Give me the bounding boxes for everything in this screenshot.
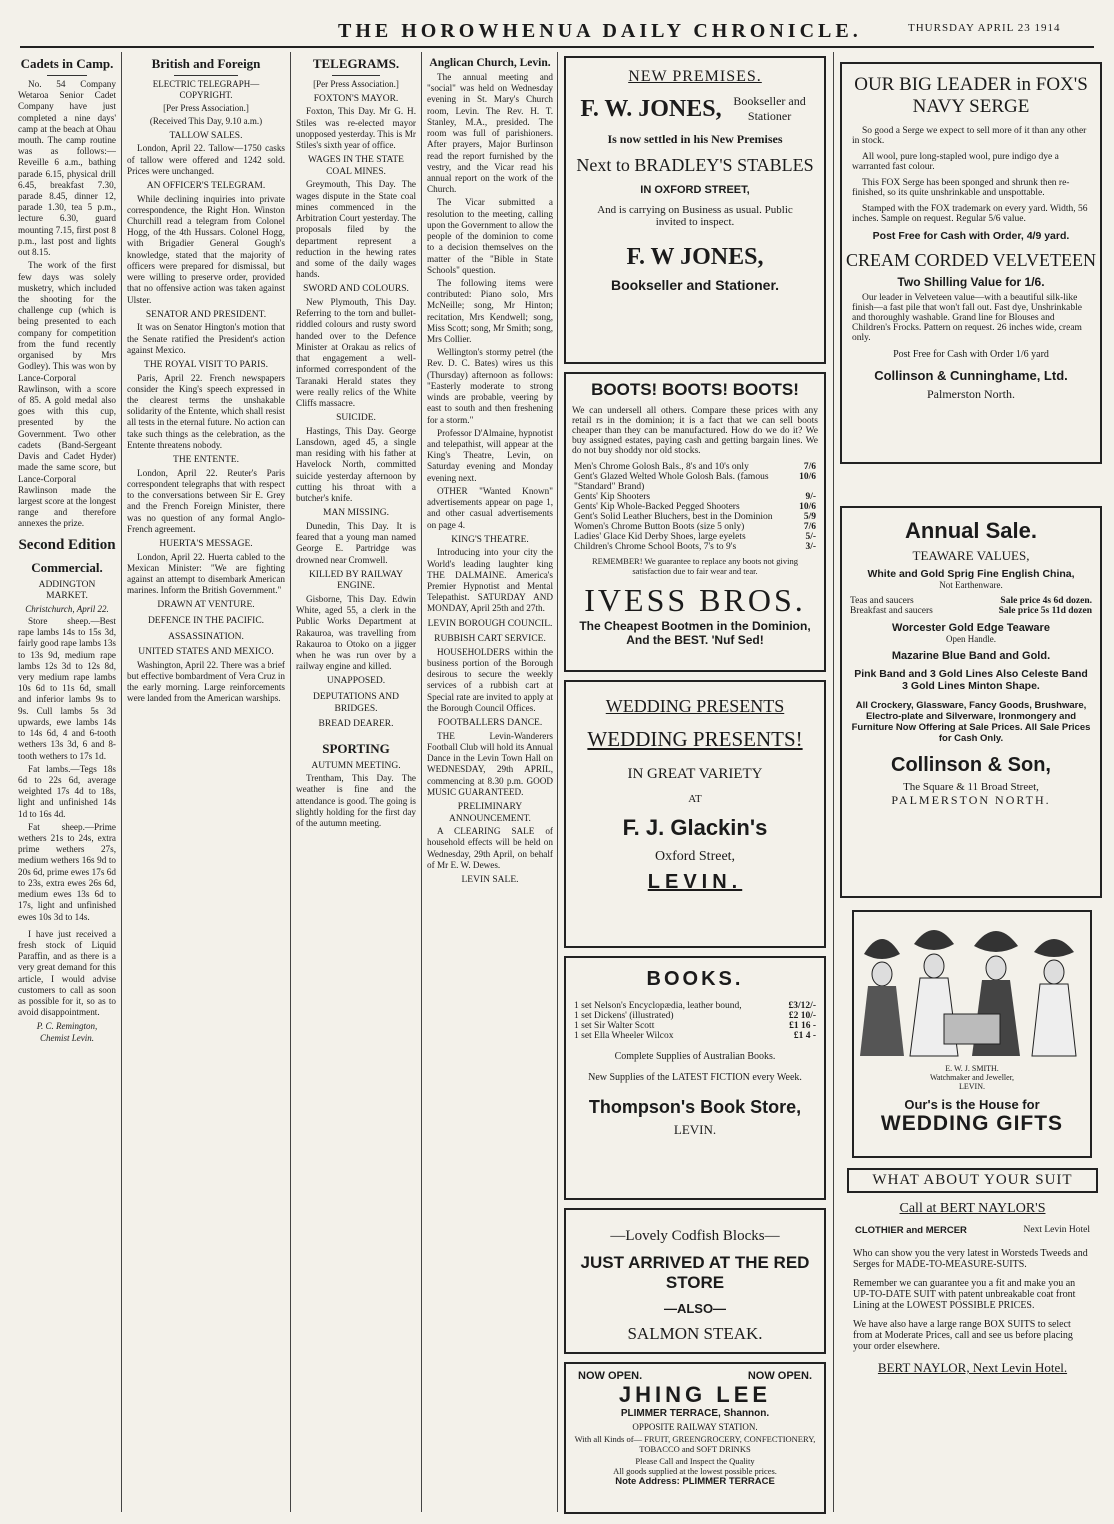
item-price: 3/- xyxy=(805,542,816,552)
article-paragraph: Gisborne, This Day. Edwin White, aged 55, a clerk in the Public Works Department at Rakauroa, was travelling from Rakauroa to Otoko on a jigger when he was run over by a railway engine and killed. xyxy=(296,593,416,672)
column-rule xyxy=(121,52,122,1512)
ad-line: LEVIN. xyxy=(647,871,743,893)
book-price-row xyxy=(566,1001,824,1011)
ad-title: OUR BIG LEADER in FOX'S NAVY SERGE xyxy=(854,74,1088,117)
subhead: KING'S THEATRE. xyxy=(451,534,529,545)
teaware-price-row xyxy=(842,596,1100,606)
article-paragraph: Wellington's stormy petrel (the Rev. D. C. Bates) wires us this (Thursday) afternoon as follows: "Easterly moderate to strong winds are probable, veering by east to south and then freshening for a storm." xyxy=(427,347,553,425)
ad-wedding-presents xyxy=(564,680,826,948)
article-paragraph: Paris, April 22. French newspapers consider the King's speech expressed in the clearest terms the unshakable solidarity of the Entente, which shall resist all tests in the eternal future. No action can take such things as the celebration, as the Entente threatens nobody. xyxy=(127,372,285,450)
subhead: LEVIN SALE. xyxy=(461,875,519,886)
article-paragraph: New Plymouth, This Day. Referring to the torn and bullet-riddled colours and rusty sword handed over to the Defence Minister at Orakau as relics of that engagement a well-informed correspondent of the Taranaki Herald states they were really relics of the White Cliffs massacre. xyxy=(296,296,416,408)
item-price: 5/- xyxy=(805,532,816,542)
subhead: [Per Press Association.] xyxy=(313,78,399,89)
item-price: 10/6 xyxy=(799,472,816,482)
ad-line: OPPOSITE RAILWAY STATION. xyxy=(632,1422,758,1432)
ad-line: Worcester Gold Edge Teaware xyxy=(892,622,1050,634)
article-paragraph: Foxton, This Day. Mr G. H. Stiles was re-elected mayor unopposed yesterday. This is Mr Stiles's sixth year of office. xyxy=(296,106,416,151)
article-paragraph: The following items were contributed: Piano solo, Mrs McNeille; song, Mr Hinton; recitation, Mrs Kendwell; song, Miss Scott; song, Mr Smith; song, Mrs Collier. xyxy=(427,277,553,345)
dateline: Christchurch, April 22. xyxy=(25,603,109,614)
subhead: FOXTON'S MAYOR. xyxy=(313,93,399,104)
article-paragraph: Fat lambs.—Tegs 18s 6d to 22s 6d, average weighted 17s 4d to 18s, light and unfinished 14s 1d to 16s 4d. xyxy=(18,763,116,819)
notice-signature: P. C. Remington, xyxy=(36,1020,98,1031)
article-paragraph: London, April 22. Reuter's Paris correspondent telegraphs that with respect to the conversations between Sir E. Grey and the French Foreign Minister, there was no question of any formal Anglo-French agreement. xyxy=(127,467,285,534)
item-name: Gent's Solid Leather Bluchers, best in the Dominion xyxy=(574,512,773,522)
subhead: SWORD AND COLOURS. xyxy=(303,284,409,295)
ad-line: Bookseller and Stationer xyxy=(733,94,806,123)
ad-jhing-lee xyxy=(564,1362,826,1514)
ad-name: F. W JONES, xyxy=(626,244,764,270)
ad-line: CLOTHIER and MERCER xyxy=(855,1225,967,1236)
ad-line: NEW PREMISES. xyxy=(628,68,762,85)
headline-british-foreign: British and Foreign xyxy=(151,56,261,71)
headline-telegrams: TELEGRAMS. xyxy=(312,56,400,71)
column-rule xyxy=(421,52,422,1512)
ad-line: IN OXFORD STREET, xyxy=(640,184,750,196)
item-name: Women's Chrome Button Boots (size 5 only) xyxy=(574,522,745,532)
column-rule xyxy=(290,52,291,1512)
item-name: Gents' Kip Whole-Backed Pegged Shooters xyxy=(574,502,740,512)
notice-paragraph: I have just received a fresh stock of Liquid Paraffin, and as there is a very great demand for this article, I would advise customers to call as soon as possible for it, so as to avoid disappointment. xyxy=(18,928,116,1018)
column-cadets xyxy=(18,52,116,1512)
subhead: PRELIMINARY ANNOUNCEMENT. xyxy=(449,802,531,824)
item-price: £1 16 - xyxy=(789,1021,816,1031)
ad-line: LEVIN. xyxy=(959,1082,985,1091)
book-price-row xyxy=(566,1021,824,1031)
item-name: 1 set Nelson's Encyclopædia, leather bound, xyxy=(574,1001,742,1011)
ad-line: Call at BERT NAYLOR'S xyxy=(899,1201,1046,1216)
ad-title: Annual Sale. xyxy=(904,518,1038,543)
item-price: Sale price 5s 11d dozen xyxy=(998,606,1092,616)
boot-price-row xyxy=(566,492,824,502)
newspaper-title: THE HOROWHENUA DAILY CHRONICLE. xyxy=(338,20,862,42)
rule xyxy=(174,75,237,76)
subhead: [Per Press Association.] xyxy=(163,102,249,113)
article-paragraph: While declining inquiries into private correspondence, the Right Hon. Winston Churchill read a telegram from Colonel Hogg, of the 4th Hussars. Colonel Hogg, with Brigadier General Gough's knowledge, stated that the majority of officers were prepared for dismissal, but were willing to preserve order, provided that no offensive action was taken against Ulster. xyxy=(127,193,285,305)
item-price: £2 10/- xyxy=(788,1011,816,1021)
ad-line: CREAM CORDED VELVETEEN xyxy=(845,249,1096,270)
ad-line: PALMERSTON NORTH. xyxy=(891,793,1051,807)
ad-fw-jones xyxy=(564,56,826,364)
article-paragraph: Introducing into your city the World's leading laughter king THE DALMAINE. America's Premier Hypnotist and Mental Telepathist. SATURDAY AND MONDAY, April 25th and 27th. xyxy=(427,547,553,614)
ad-line: Watchmaker and Jeweller, xyxy=(929,1073,1015,1082)
headline-cadets: Cadets in Camp. xyxy=(20,56,114,71)
article-paragraph: Hastings, This Day. George Lansdown, aged 45, a single man residing with his father at Havelock North, committed suicide yesterday afternoon by cutting his throat with a butcher's knife. xyxy=(296,425,416,504)
ad-title: BOOKS. xyxy=(646,968,744,990)
subhead: UNITED STATES AND MEXICO. xyxy=(138,647,274,658)
article-paragraph: OTHER "Wanted Known" advertisements appear on page 1, and other casual advertisements on page 4. xyxy=(427,485,553,530)
ad-line: Complete Supplies of Australian Books. xyxy=(614,1051,776,1062)
boots-price-list xyxy=(566,462,824,552)
item-price: 7/6 xyxy=(803,462,816,472)
boot-price-row xyxy=(566,462,824,472)
item-price: 5/9 xyxy=(803,512,816,522)
ad-line: WEDDING PRESENTS xyxy=(605,696,785,716)
boot-price-row xyxy=(566,512,824,522)
notice-signature: Chemist Levin. xyxy=(40,1032,94,1043)
ad-line: Our's is the House for xyxy=(904,1097,1040,1112)
ad-line: —ALSO— xyxy=(663,1301,727,1316)
ad-line: —Lovely Codfish Blocks— xyxy=(610,1228,780,1244)
item-name: 1 set Dickens' (illustrated) xyxy=(574,1011,674,1021)
ad-line: Open Handle. xyxy=(946,634,996,644)
article-paragraph: The work of the first few days was solely musketry, which included the shooting for the challenge cup (which is being presented to each company for competition from the fund recently organised by Mrs Godley). This was won by Lance-Corporal Rawlinson, with a score of 85. A gold medal also goes with this cup, presented by the Government. Two other cadets (Band-Sergeant Davis and Cadet Hyder) made the same score, but Lance-Corporal Rawlinson made the largest score at the longest range and therefore annexes the prize. xyxy=(18,260,116,529)
ad-line: New Supplies of the LATEST FICTION every Week. xyxy=(588,1072,802,1083)
subhead: WAGES IN THE STATE COAL MINES. xyxy=(308,155,404,177)
article-paragraph: HOUSEHOLDERS within the business portion of the Borough desirous to secure the weekly services of a rubbish cart at Special rate are invited to apply at the Borough Council Offices. xyxy=(427,646,553,713)
ad-line: Oxford Street, xyxy=(654,849,736,864)
ad-line: Pink Band and 3 Gold Lines Also Celeste Band 3 Gold Lines Minton Shape. xyxy=(854,668,1088,692)
item-price: £3/12/- xyxy=(788,1001,816,1011)
ad-ewj-smith xyxy=(852,910,1092,1158)
ad-boots xyxy=(564,372,826,672)
ad-paragraph: We have also have a large range BOX SUITS to select from at Moderate Prices, call and see us before placing your order elsewhere. xyxy=(853,1319,1073,1352)
headline-second-edition: Second Edition xyxy=(18,536,116,553)
ad-line: SALMON STEAK. xyxy=(627,1324,763,1343)
article-paragraph: Store sheep.—Best rape lambs 14s to 15s 3d, fairly good rape lambs 13s to 13s 9d, medium rape lambs 12s 3d to 12s 8d, very medium rape lambs 10s 6d to 11s 6d, small and inferior lambs 9s to 9s. Cull lambs 5s 3d upwards, ewe lambs 14s to 14s 6d, 4 and 6-tooth wethers 13s 3d, 6 and 8-tooth wethers to 17s 1d. xyxy=(18,615,116,761)
subhead: AN OFFICER'S TELEGRAM. xyxy=(146,180,266,191)
subhead: DEFENCE IN THE PACIFIC. xyxy=(147,616,265,626)
subhead: (Received This Day, 9.10 a.m.) xyxy=(149,115,263,126)
subhead: UNAPPOSED. xyxy=(326,676,386,687)
ad-name: F. J. Glackin's xyxy=(622,815,768,840)
ad-books xyxy=(564,956,826,1200)
ad-line: LEVIN. xyxy=(673,1122,717,1137)
subhead: SUICIDE. xyxy=(336,413,376,424)
article-paragraph: Washington, April 22. There was a brief but effective bombardment of Vera Cruz in the early morning. Large reinforcements were landed from the American warships. xyxy=(127,659,285,704)
subhead: LEVIN BOROUGH COUNCIL. xyxy=(427,618,553,629)
item-price: £1 4 - xyxy=(793,1031,816,1041)
ad-fox-serge xyxy=(840,62,1102,464)
teaware-price-list xyxy=(842,596,1100,616)
article-paragraph: Fat sheep.—Prime wethers 21s to 24s, extra prime wethers 27s, medium wethers 16s 9d to 20s 6d, prime ewes 17s 6d to 23s, extra ewes 26s 6d, medium ewes 13s 6d to 17s, light and unfinished ewes 10s 3d to 14s. xyxy=(18,821,116,922)
ad-line: IN GREAT VARIETY xyxy=(627,766,763,782)
ad-line: With all Kinds of— FRUIT, GREENGROCERY, CONFECTIONERY, TOBACCO and SOFT DRINKS xyxy=(574,1434,816,1454)
item-price: 7/6 xyxy=(803,522,816,532)
subhead: SENATOR AND PRESIDENT. xyxy=(145,309,267,320)
ad-name: F. W. JONES, xyxy=(580,95,722,122)
boot-price-row xyxy=(566,472,824,492)
item-price: Sale price 4s 6d dozen. xyxy=(1000,596,1092,606)
ad-line: Post Free for Cash with Order 1/6 yard xyxy=(893,348,1049,360)
subhead: ASSASSINATION. xyxy=(168,631,244,642)
column-rule xyxy=(833,52,834,1512)
subhead: BREAD DEARER. xyxy=(318,719,394,730)
ad-line: JUST ARRIVED AT THE RED STORE xyxy=(580,1253,810,1292)
headline-commercial: Commercial. xyxy=(31,559,103,575)
article-paragraph: Dunedin, This Day. It is feared that a young man named George E. Partridge was drowned near Cromwell. xyxy=(296,520,416,565)
ad-line: E. W. J. SMITH. xyxy=(945,1064,999,1073)
headline-anglican: Anglican Church, Levin. xyxy=(429,57,551,69)
ad-paragraph: So good a Serge we expect to sell more of it than any other in stock. xyxy=(852,125,1087,146)
ad-line: BERT NAYLOR, Next Levin Hotel. xyxy=(877,1360,1068,1375)
ad-annual-sale xyxy=(840,506,1102,898)
item-name: Breakfast and saucers xyxy=(850,606,933,616)
ad-line: WEDDING PRESENTS! xyxy=(587,727,803,751)
ad-line: Two Shilling Value for 1/6. xyxy=(897,274,1045,289)
article-paragraph: A CLEARING SALE of household effects will be held on Wednesday, 29th April, on behalf of Mr E. W. Dewes. xyxy=(427,826,553,870)
subhead: FOOTBALLERS DANCE. xyxy=(437,718,543,729)
column-anglican xyxy=(427,52,553,1512)
article-paragraph: THE Levin-Wanderers Football Club will hold its Annual Dance in the Levin Town Hall on WEDNESDAY, 29th APRIL, commencing at 8.30 p.m. GOOD MUSIC GUARANTEED. xyxy=(427,730,553,797)
article-paragraph: London, April 22. Tallow—1750 casks of tallow were offered and 1242 sold. Prices were unchanged. xyxy=(127,143,285,176)
wedding-illustration-icon xyxy=(854,914,1090,1064)
ad-bert-naylor xyxy=(845,1164,1100,1482)
ad-title: WHAT ABOUT YOUR SUIT xyxy=(847,1168,1098,1193)
subhead: RUBBISH CART SERVICE. xyxy=(434,634,546,645)
ad-line: The Cheapest Bootmen in the Dominion, xyxy=(579,619,811,633)
ad-line: Next Levin Hotel xyxy=(1023,1225,1090,1235)
issue-date: THURSDAY APRIL 23 1914 xyxy=(908,22,1061,34)
item-name: 1 set Sir Walter Scott xyxy=(574,1021,655,1031)
ad-codfish xyxy=(564,1208,826,1354)
ad-line: TEAWARE VALUES, xyxy=(912,548,1030,563)
article-paragraph: The Vicar submitted a resolution to the meeting, calling upon the Government to allow the people of the dominion to come to a decision themselves on the matter of the "Bible in State Schools" question. xyxy=(427,197,553,275)
article-paragraph: Professor D'Almaine, hypnotist and telepathist, will appear at the King's Theatre, Levin, on Saturday evening and Monday evening next. xyxy=(427,427,553,483)
item-price: 10/6 xyxy=(799,502,816,512)
headline-sporting: SPORTING xyxy=(322,740,390,756)
subhead: THE ROYAL VISIT TO PARIS. xyxy=(144,359,268,370)
ad-line: WEDDING GIFTS xyxy=(880,1112,1064,1135)
subhead: MAN MISSING. xyxy=(323,508,389,519)
ad-line: PLIMMER TERRACE, Shannon. xyxy=(620,1408,770,1419)
subhead: KILLED BY RAILWAY ENGINE. xyxy=(308,569,404,592)
column-telegrams xyxy=(296,52,416,1512)
ad-line: Not Earthenware. xyxy=(939,580,1003,590)
article-paragraph: Trentham, This Day. The weather is fine and the attendance is good. The going is slightly holding for the first day of the autumn meeting. xyxy=(296,773,416,829)
ad-brand: IVESS BROS. xyxy=(584,582,806,618)
ad-title: BOOTS! BOOTS! BOOTS! xyxy=(591,380,799,399)
subhead-market: ADDINGTON MARKET. xyxy=(38,579,96,602)
ad-line: AT xyxy=(688,793,702,805)
masthead xyxy=(0,0,1114,50)
article-paragraph: It was on Senator Hington's motion that the Senate ratified the President's action against Mexico. xyxy=(127,322,285,355)
ad-line: Note Address: PLIMMER TERRACE xyxy=(615,1476,775,1487)
item-name: Gents' Kip Shooters xyxy=(574,492,651,502)
ad-paragraph: All wool, pure long-stapled wool, pure indigo dye a warranted fast colour. xyxy=(852,151,1059,172)
article-paragraph: Greymouth, This Day. The wages dispute in the State coal mines commenced in the Arbitration Court yesterday. The proposals filed by the department represent a reduction in the hewing rates and some of the daily wages hands. xyxy=(296,179,416,280)
ad-name: Collinson & Cunninghame, Ltd. xyxy=(874,367,1068,383)
article-paragraph: The annual meeting and "social" was held on Wednesday evening in St. Mary's Church room, Levin. The Rev. H. T. Stanley, M.A., presided. The room was full of parishioners. After prayers, Major Burlinson read the report furnished by the vestry, and the Vicar read his annual report on the work of the Church. xyxy=(427,72,553,195)
ad-line: Bookseller and Stationer. xyxy=(610,277,780,293)
item-name: Men's Chrome Golosh Bals., 8's and 10's only xyxy=(574,462,749,472)
ad-line: All Crockery, Glassware, Fancy Goods, Brushware, Electro-plate and Silverware, Ironmongery and Furniture Now Offering at Sale Prices. All Sale Prices for Cash Only. xyxy=(851,700,1091,744)
ad-line: Next to BRADLEY'S STABLES xyxy=(576,155,814,175)
ad-line: NOW OPEN. xyxy=(747,1370,812,1382)
subhead: DEPUTATIONS AND BRIDGES. xyxy=(312,692,400,714)
ad-line: Mazarine Blue Band and Gold. xyxy=(891,650,1051,662)
item-name: Gent's Glazed Welted Whole Golosh Bals. (famous "Standard" Brand) xyxy=(574,472,769,492)
boot-price-row xyxy=(566,532,824,542)
ad-paragraph: Remember we can guarantee you a fit and make you an UP-TO-DATE SUIT with patent unbreakable coat front Lining at the LOWEST POSSIBLE PRICES. xyxy=(853,1278,1076,1311)
book-price-row xyxy=(566,1031,824,1041)
column-rule xyxy=(557,52,558,1512)
boot-price-row xyxy=(566,502,824,512)
subhead: DRAWN AT VENTURE. xyxy=(157,600,255,611)
subhead: TALLOW SALES. xyxy=(169,130,243,141)
boot-price-row xyxy=(566,542,824,552)
column-british-foreign xyxy=(127,52,285,1512)
ad-line: All goods supplied at the lowest possible prices. xyxy=(613,1466,777,1476)
books-price-list xyxy=(566,1001,824,1041)
ad-name: Collinson & Son, xyxy=(891,754,1051,776)
item-price: 9/- xyxy=(805,492,816,502)
item-name: Children's Chrome School Boots, 7's to 9's xyxy=(574,542,737,552)
subhead: THE ENTENTE. xyxy=(173,455,239,466)
ad-line: Is now settled in his New Premises xyxy=(607,132,783,146)
teaware-price-row xyxy=(842,606,1100,616)
rule xyxy=(332,75,380,76)
item-name: Ladies' Glace Kid Derby Shoes, large eyelets xyxy=(574,532,746,542)
ad-line: NOW OPEN. xyxy=(578,1370,643,1382)
ad-line: And the BEST. 'Nuf Sed! xyxy=(626,633,764,647)
ad-paragraph: Who can show you the very latest in Worsteds Tweeds and Serges for MADE-TO-MEASURE-SUITS. xyxy=(853,1248,1088,1270)
ad-paragraph: Stamped with the FOX trademark on every yard. Width, 56 inches. Sample on request. Regular 5/6 value. xyxy=(852,203,1088,224)
ad-name: JHING LEE xyxy=(618,1382,772,1407)
ad-line: White and Gold Sprig Fine English China, xyxy=(867,568,1075,580)
ad-paragraph: This FOX Serge has been sponged and shrunk then re-finished, so its quite unshrinkable and unspottable. xyxy=(852,177,1070,198)
boot-price-row xyxy=(566,522,824,532)
ad-line: Please Call and Inspect the Quality xyxy=(635,1456,755,1466)
subhead: AUTUMN MEETING. xyxy=(311,760,401,771)
ad-line: And is carrying on Business as usual. Public invited to inspect. xyxy=(597,204,793,228)
ad-paragraph: Our leader in Velveteen value—with a beautiful silk-like finish—a fast pile that won't fall out. Fast dye, Unshrinkable and thoroughly washable. Grand line for Blouses and Children's Frocks. Pattern on request. 26 inches wide, cream only. xyxy=(852,292,1082,343)
ad-line: The Square & 11 Broad Street, xyxy=(903,781,1039,793)
article-paragraph: No. 54 Company Wetaroa Senior Cadet Company have just completed a nine days' camp at the beach at Ohau mouth. The camp routine was as follows:— Reveille 6 a.m., bathing parade 6.15, physical drill 6.45, breakfast 7.30, parade 8.45, dinner 12, parade 1.30, tea 5 p.m., lecture 6.30, guard mounting 7.15, first post 8 p.m., last post and lights out 8.15. xyxy=(18,78,116,258)
subhead: ELECTRIC TELEGRAPH—COPYRIGHT. xyxy=(152,78,260,100)
ad-line: REMEMBER! We guarantee to replace any boots not giving satisfaction due to fair wear and tear. xyxy=(592,556,798,576)
rule xyxy=(47,75,86,76)
subhead: HUERTA'S MESSAGE. xyxy=(159,538,253,549)
item-name: 1 set Ella Wheeler Wilcox xyxy=(574,1031,674,1041)
item-name: Teas and saucers xyxy=(850,596,914,606)
ad-line: Palmerston North. xyxy=(927,386,1015,401)
book-price-row xyxy=(566,1011,824,1021)
masthead-rule xyxy=(20,46,1094,48)
ad-line: We can undersell all others. Compare these prices with any retail rs in the dominion; it is a fact that we can sell boots cheaper than they can be manufactured. How do we do it? We buy assigned estates, paying cash and getting bargain lines. We do not buy shoddy nor old stocks. xyxy=(572,406,818,456)
article-paragraph: London, April 22. Huerta cabled to the Mexican Minister: "We are fighting against an attempt to disembark American marines. Inform the British Government." xyxy=(127,551,285,596)
ad-name: Thompson's Book Store, xyxy=(588,1097,802,1117)
ad-line: Post Free for Cash with Order, 4/9 yard. xyxy=(872,229,1070,242)
